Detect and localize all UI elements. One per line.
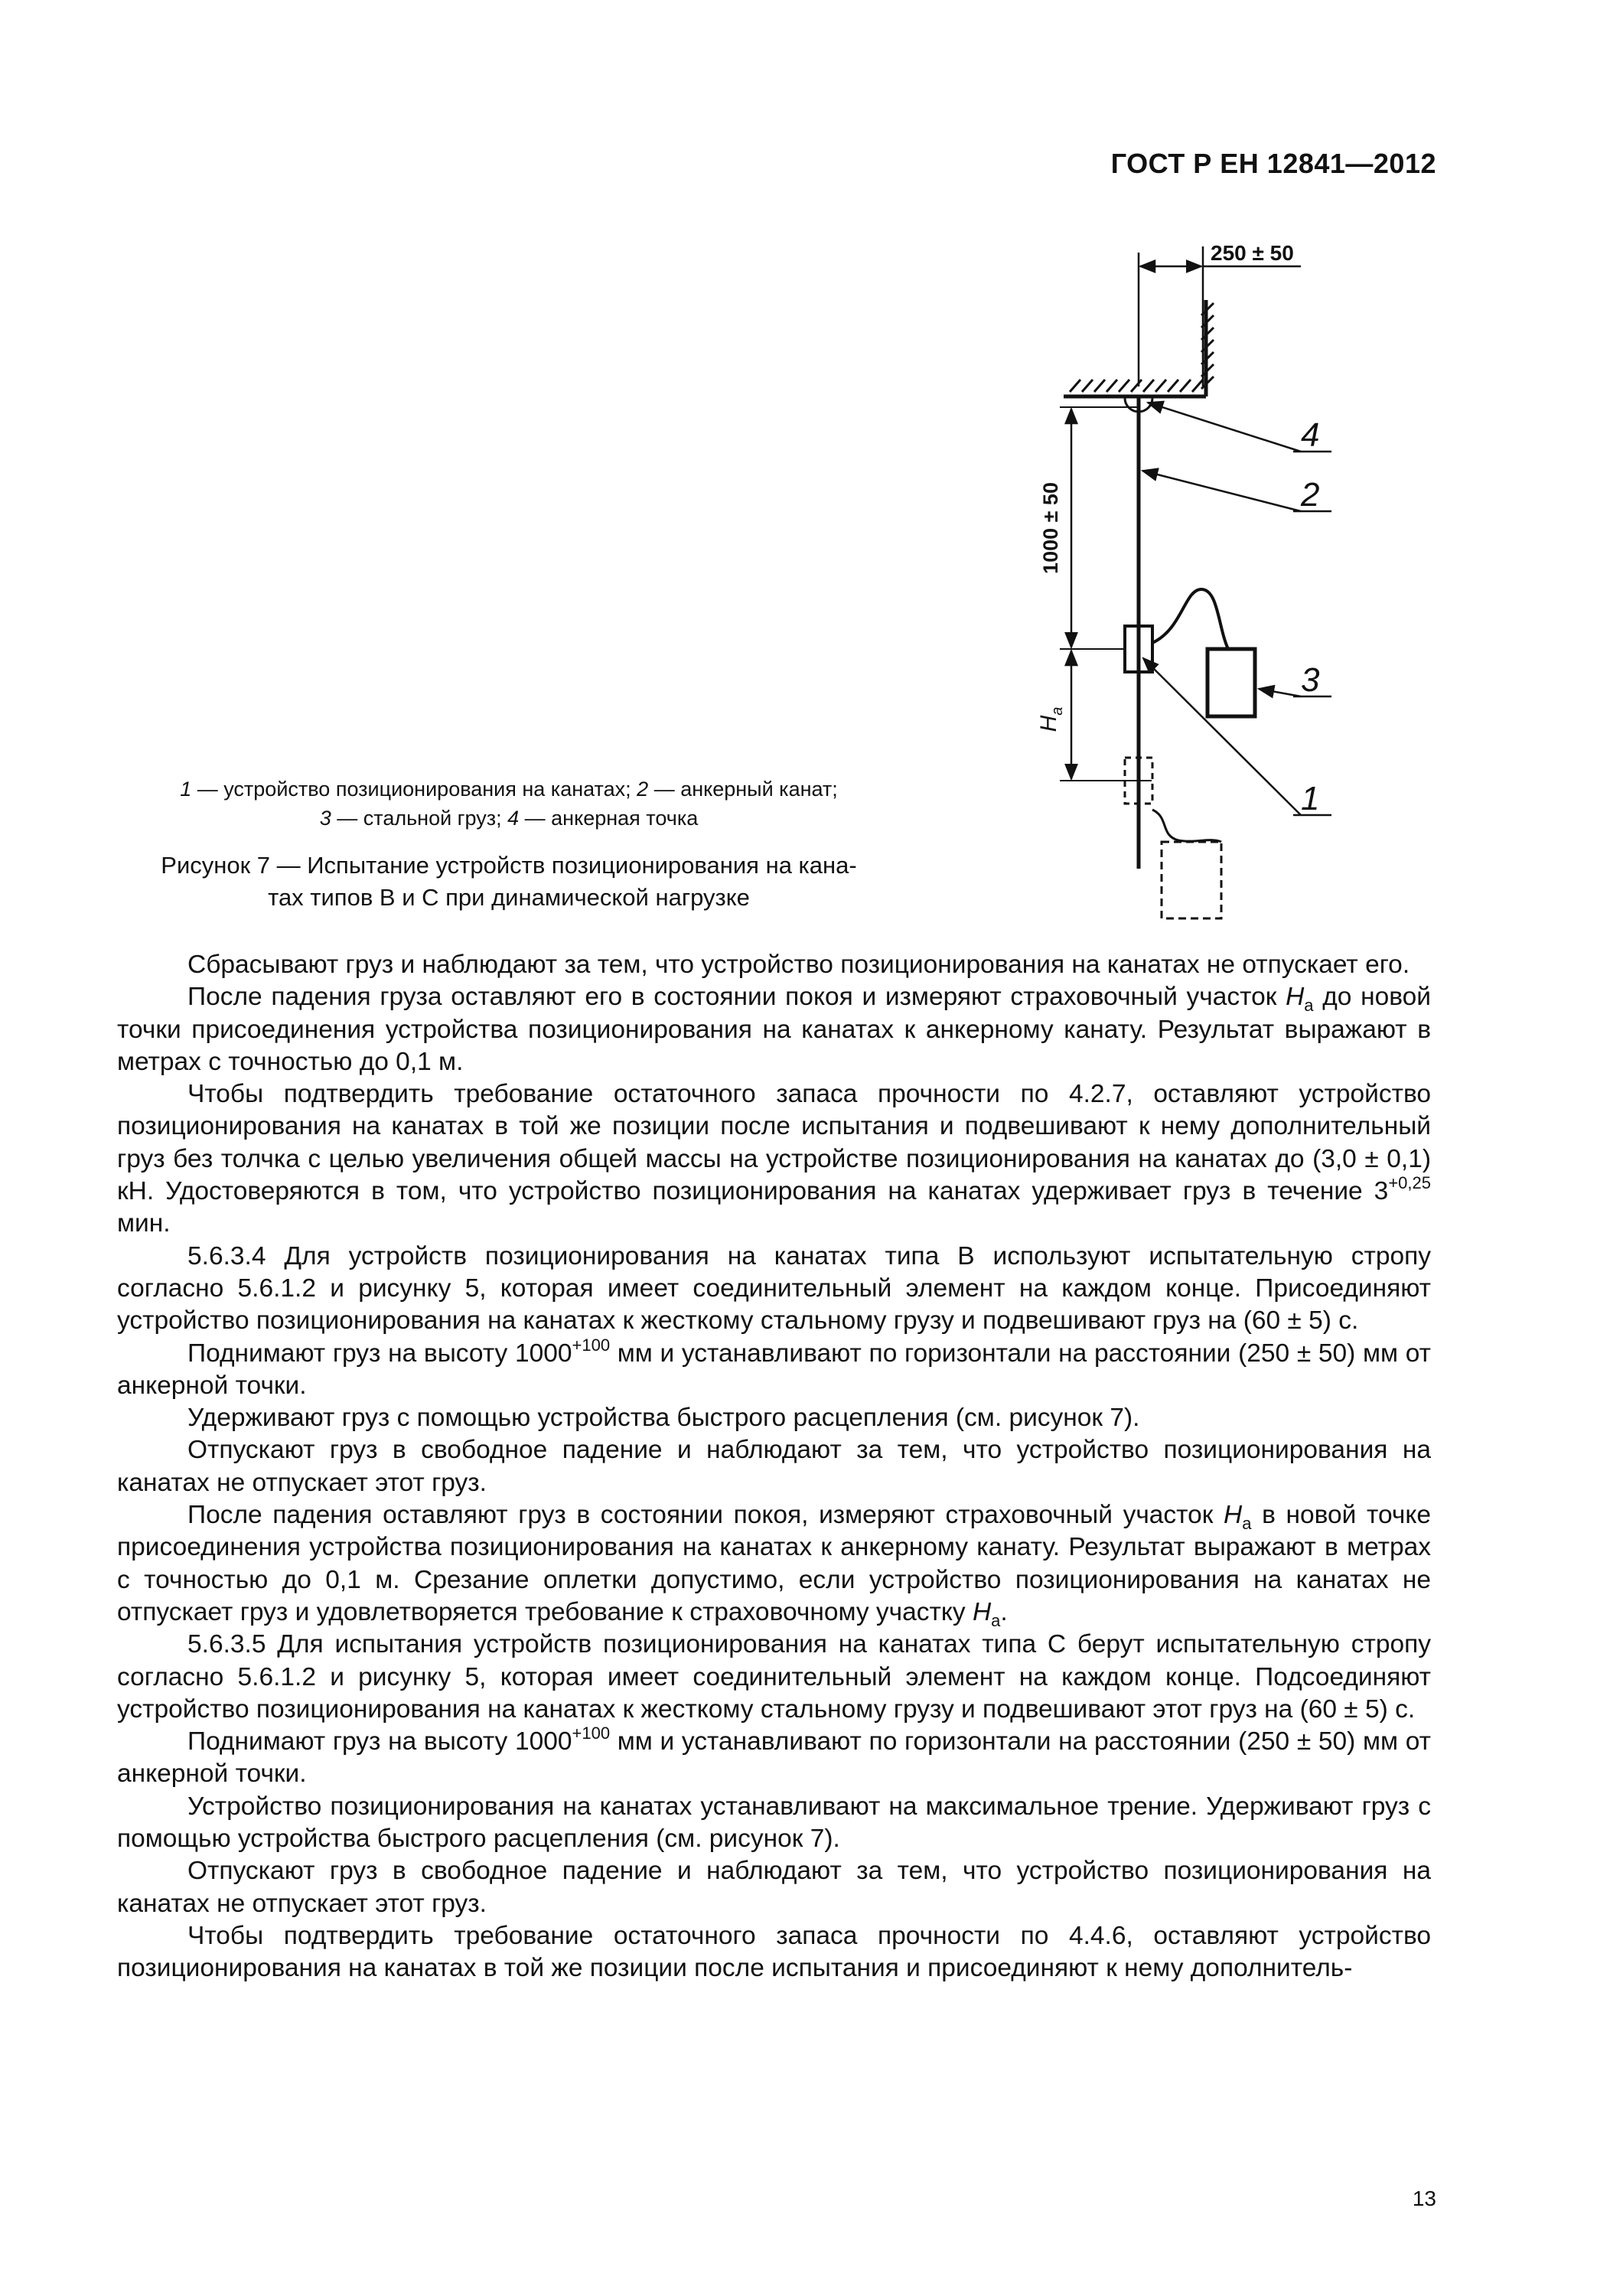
paragraph: После падения груза оставляют его в состоянии покоя и измеряют страховочный участок $H_a$ до новой точки присоединения устройства позиционирования на канатах к анкерному канату. Результат выражают в метрах с точностью до 0,1 м. — [117, 983, 1431, 1076]
paragraph: Сбрасывают груз и наблюдают за тем, что устройство позиционирования на канатах не отпускает его. — [187, 951, 1410, 979]
legend-text-4: — анкерная точка — [519, 807, 699, 830]
paragraph: Поднимают груз на высоту $1000^{+100}$ мм и устанавливают по горизонтали на расстоянии (250 ± 50) мм от анкерной точки. — [117, 1335, 1431, 1400]
paragraph: 5.6.3.4 Для устройств позиционирования на канатах типа В используют испытательную стропу согласно 5.6.1.2 и рисунку 5, которая имеет соединительный элемент на каждом конце. Присоединяют устройство позиционирования на канатах к жесткому стальному грузу и подвешивают груз на (60 ± 5) с. — [117, 1241, 1431, 1336]
paragraph: Чтобы подтвердить требование остаточного запаса прочности по 4.4.6, оставляют устройство позиционирования на канатах в той же позиции после испытания и присоединяют к нему дополнитель- — [117, 1921, 1431, 1983]
callouts — [1142, 403, 1331, 817]
callout-3: 3 — [1301, 661, 1320, 699]
callout-4: 4 — [1301, 416, 1320, 454]
figure-legend — [145, 775, 872, 833]
figure-caption — [145, 850, 872, 914]
document-header: ГОСТ Р ЕН 12841—2012 — [1110, 148, 1436, 179]
dimension-1000-label: 1000 ± 50 — [1039, 482, 1062, 574]
paragraph: 5.6.3.5 Для испытания устройств позиционирования на канатах типа С берут испытательную стропу согласно 5.6.1.2 и рисунку 5, которая имеет соединительный элемент на каждом конце. Подсоединяют устройство позиционирования на канатах к жесткому стальному грузу и подвешивают этот груз на (60 ± 5) с. — [117, 1630, 1431, 1724]
callout-2: 2 — [1301, 476, 1320, 514]
body-text — [117, 949, 1431, 1985]
dimension-1000 — [1036, 407, 1152, 781]
figure-7-diagram — [987, 226, 1354, 938]
caption-line-1: Рисунок 7 — Испытание устройств позиционирования на кана- — [161, 852, 857, 879]
steel-weight — [1207, 649, 1255, 716]
legend-number-1: 1 — [180, 778, 192, 801]
legend-number-2: 2 — [637, 778, 649, 801]
paragraph: После падения оставляют груз в состоянии покоя, измеряют страховочный участок $H_a$ в новой точке присоединения устройства позиционирования на канатах к анкерному канату. Результат выражают в метрах с точностью до 0,1 м. Срезание оплетки допустимо, если устройство позиционирования на канатах не отпускает груз и удовлетворяется требование к страховочному участку $H_a$. — [117, 1501, 1431, 1630]
paragraph: Удерживают груз с помощью устройства быстрого расцепления (см. рисунок 7). — [187, 1404, 1140, 1433]
legend-number-4: 4 — [507, 807, 520, 830]
paragraph: Отпускают груз в свободное падение и наблюдают за тем, что устройство позиционирования на канатах не отпускает этот груз. — [117, 1857, 1431, 1918]
paragraph: Отпускают груз в свободное падение и наблюдают за тем, что устройство позиционирования на канатах не отпускает этот груз. — [117, 1436, 1431, 1497]
paragraph: Поднимают груз на высоту $1000^{+100}$ мм и устанавливают по горизонтали на расстоянии (250 ± 50) мм от анкерной точки. — [117, 1724, 1431, 1789]
top-dimension — [1139, 241, 1301, 386]
legend-text-1: — устройство позиционирования на канатах; — [191, 778, 637, 801]
legend-text-2: — анкерный канат; — [648, 778, 838, 801]
legend-text-3: — стальной груз; — [331, 807, 508, 830]
top-dimension-label: 250 ± 50 — [1211, 241, 1294, 265]
callout-1: 1 — [1301, 780, 1320, 817]
legend-number-3: 3 — [319, 807, 331, 830]
page-number: 13 — [1412, 2187, 1436, 2210]
paragraph: Чтобы подтвердить требование остаточного запаса прочности по 4.2.7, оставляют устройство позиционирования на канатах в той же позиции после испытания и подвешивают к нему дополнительный груз без толчка с целью увеличения общей массы на устройстве позиционирования на канатах до (3,0 ± 0,1) кН. Удостоверяются в том, что устройство позиционирования на канатах удерживает груз в течение $3^{+0,25}$ мин. — [117, 1080, 1431, 1238]
paragraph: Устройство позиционирования на канатах устанавливают на максимальное трение. Удерживают груз с помощью устройства быстрого расцепления (см. рисунок 7). — [117, 1792, 1431, 1854]
ha-label: $H_a$ — [1036, 706, 1066, 732]
caption-line-2: тах типов В и С при динамической нагрузке — [268, 884, 750, 911]
